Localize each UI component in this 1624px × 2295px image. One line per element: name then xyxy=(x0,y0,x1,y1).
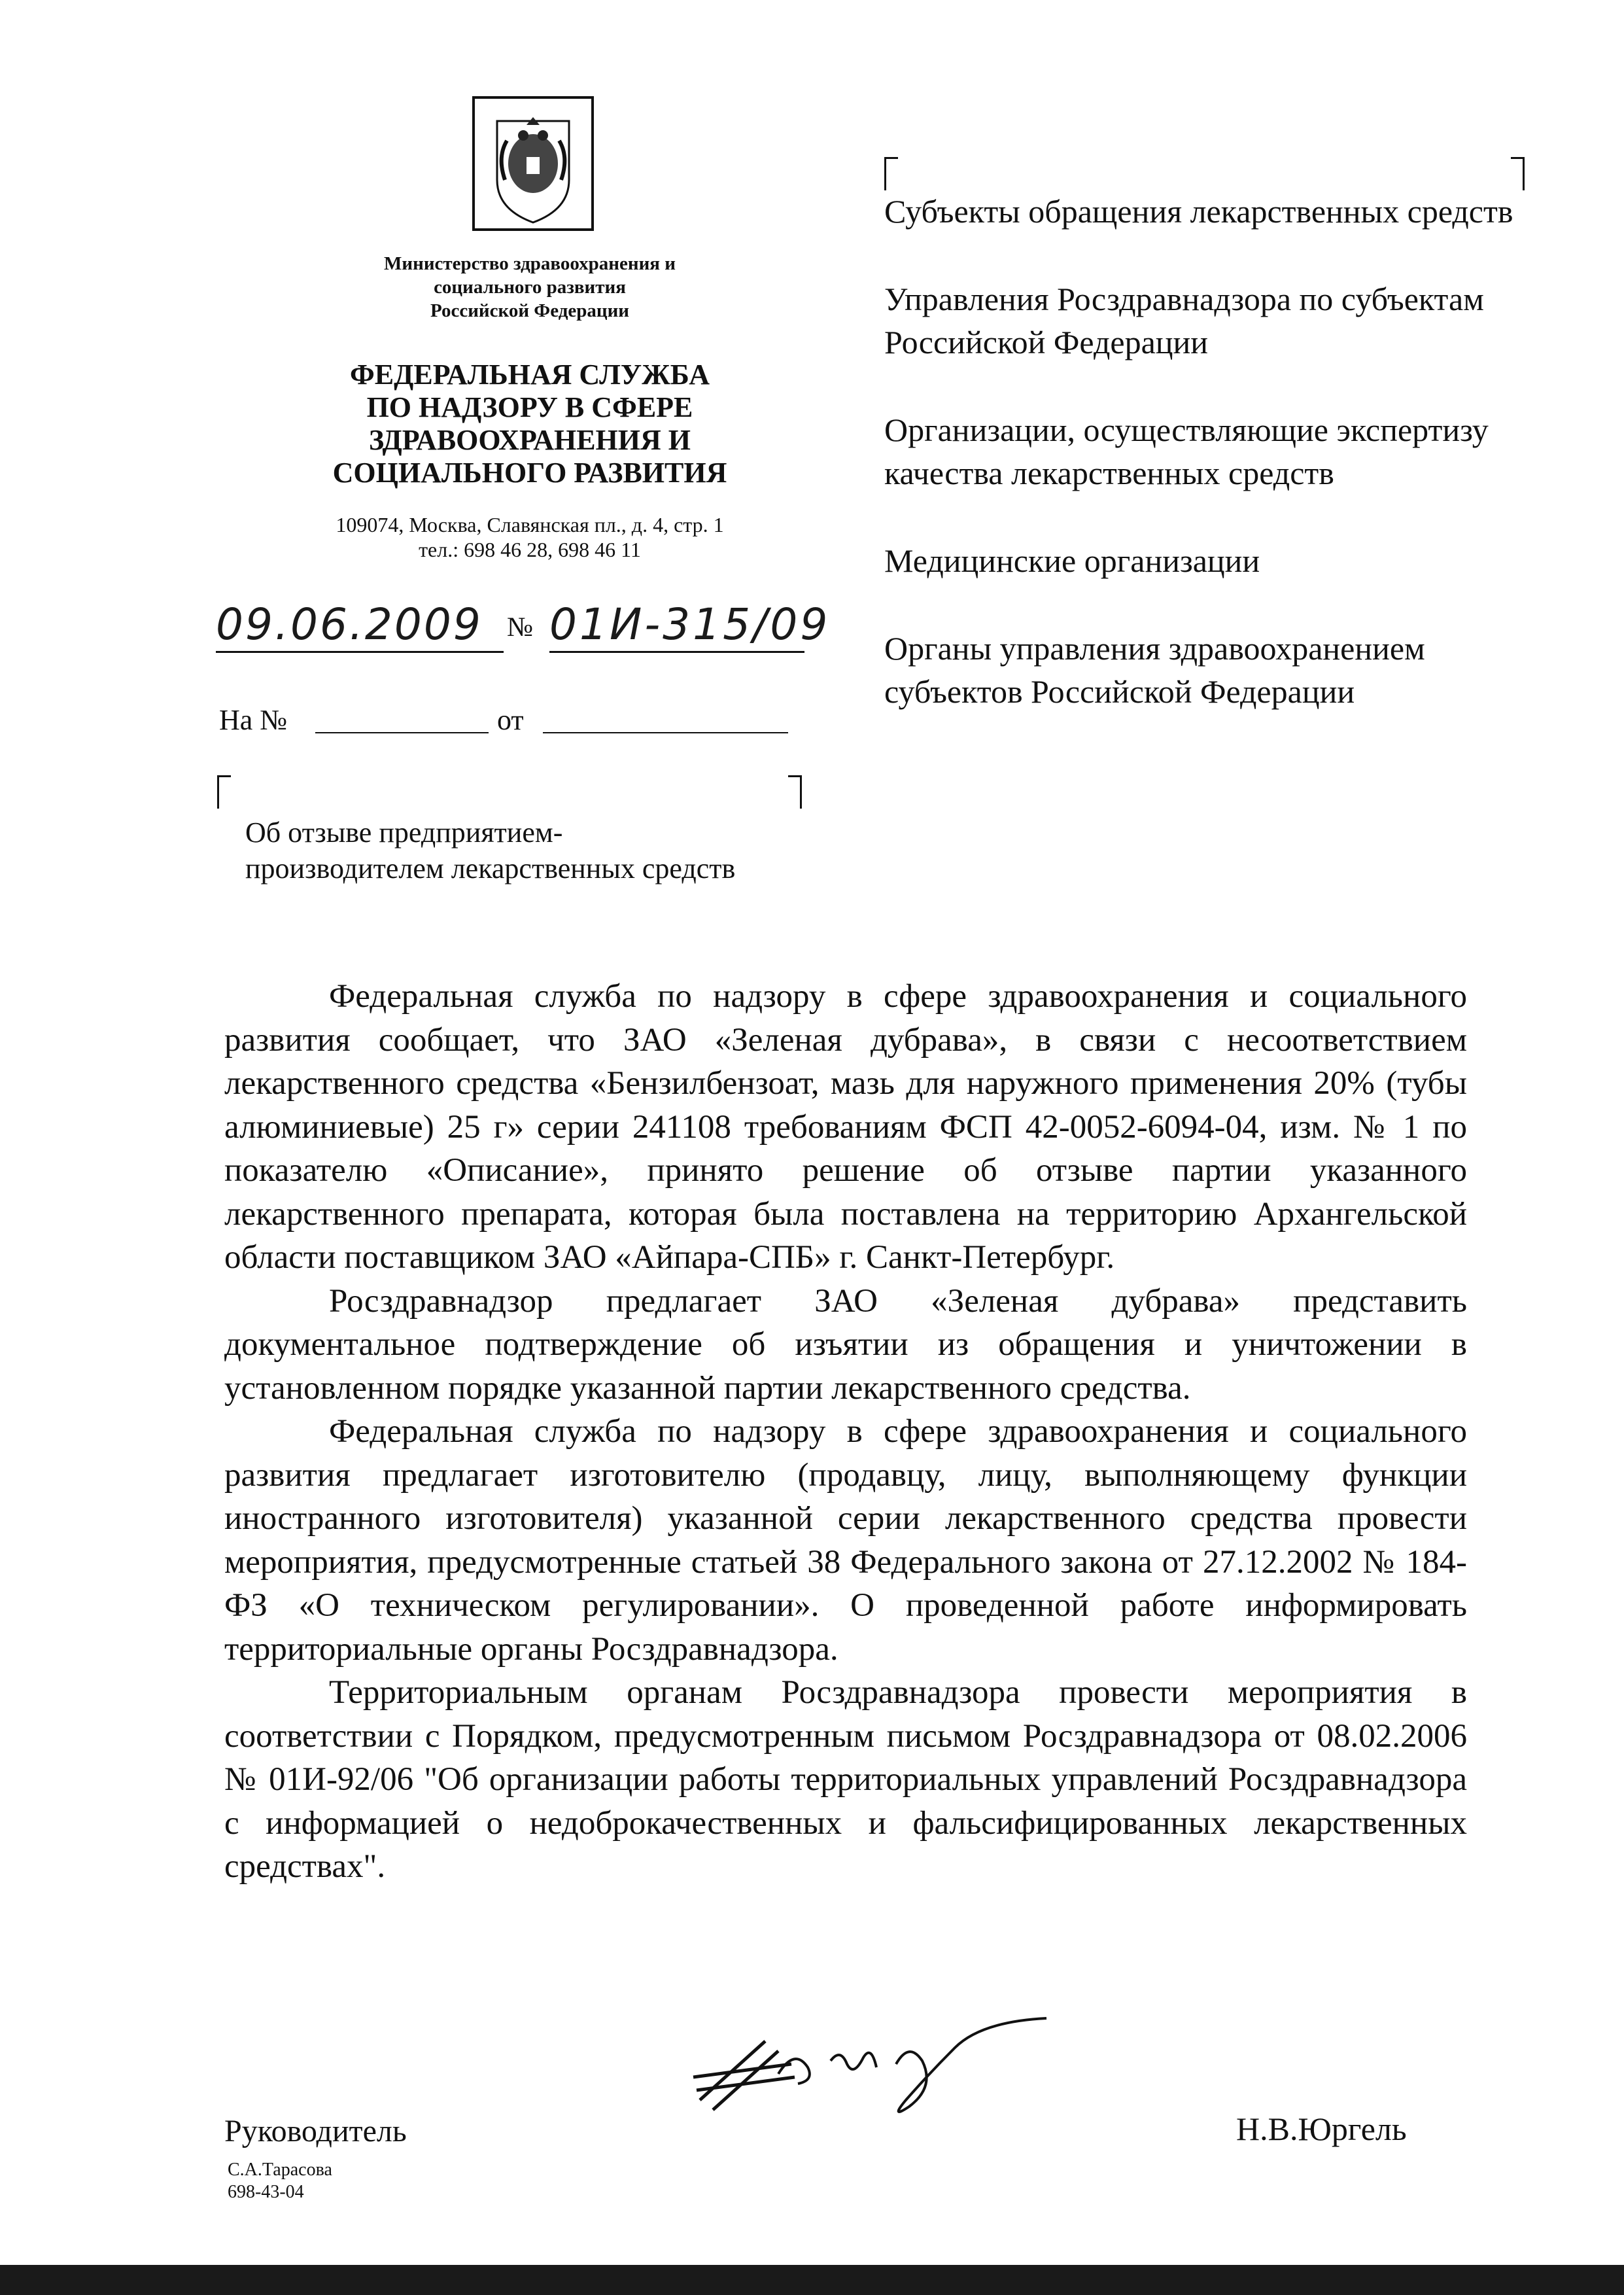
service-name xyxy=(235,359,824,489)
recipient-item: Медицинские организации xyxy=(884,542,1260,579)
recipient-item: Управления Росздравнадзора по субъектам Российской Федерации xyxy=(884,281,1484,360)
body-paragraph: Территориальным органам Росздравнадзора провести мероприятия в соответствии с Порядком, предусмотренным письмом Росздравнадзора от 08.02.2006 № 01И-92/06 "Об организации работы территориальных управлений Росздравнадзора с информацией о недоброкачественных и фальсифицированных лекарственных средствах". xyxy=(224,1674,1467,1885)
ministry-line: Российской Федерации xyxy=(430,300,629,321)
body-paragraph: Федеральная служба по надзору в сфере здравоохранения и социального развития сообщает, что ЗАО «Зеленая дубрава», в связи с несоответствием лекарственного средства «Бензилбензоат, мазь для наружного применения 20% (тубы алюминиевые) 25 г» серии 241108 требованиям ФСП 42-0052-6094-04, изм. № 1 по показателю «Описание», принято решение об отзыве партии указанного лекарственного препарата, которая была поставлена на территорию Архангельской области поставщиком ЗАО «Айпара-СПБ» г. Санкт-Петербург. xyxy=(224,978,1467,1276)
ministry-line: Министерство здравоохранения и xyxy=(384,253,676,274)
recipient-corner-left xyxy=(884,157,898,190)
handwritten-signature xyxy=(680,2002,1060,2126)
registration-number: 01И-315/09 xyxy=(549,599,804,653)
recipient-item: Организации, осуществляющие экспертизу качества лекарственных средств xyxy=(884,412,1489,491)
signatory-name: Н.В.Юргель xyxy=(1236,2111,1407,2147)
registration-number-label: № xyxy=(507,612,534,642)
recipient-item: Субъекты обращения лекарственных средств xyxy=(884,193,1513,230)
address-line: 109074, Москва, Славянская пл., д. 4, стр. 1 xyxy=(336,513,724,536)
registration-line xyxy=(216,599,831,657)
sender-address xyxy=(235,512,824,562)
signatory-title: Руководитель xyxy=(224,2114,407,2148)
executor-info xyxy=(228,2159,332,2203)
scan-edge-strip xyxy=(0,2265,1624,2295)
reference-date-label: от xyxy=(497,704,524,736)
body-paragraph: Федеральная служба по надзору в сфере здравоохранения и социального развития предлагает изготовителю (продавцу, лицу, выполняющему функции иностранного изготовителя) указанной серии лекарственного средства провести мероприятия, предусмотренные статьей 38 Федерального закона от 27.12.2002 № 184-ФЗ «О техническом регулировании». О проведенной работе информировать территориальные органы Росздравнадзора. xyxy=(224,1413,1467,1668)
ministry-name xyxy=(301,252,759,323)
letter-body xyxy=(224,975,1467,1889)
service-line: ЗДРАВООХРАНЕНИЯ И xyxy=(368,424,691,456)
reference-number-label: На № xyxy=(219,704,288,736)
registration-date: 09.06.2009 xyxy=(216,599,504,653)
service-line: ФЕДЕРАЛЬНАЯ СЛУЖБА xyxy=(350,359,710,391)
recipients-list xyxy=(884,190,1538,758)
ministry-line: социального развития xyxy=(434,277,626,298)
letter-subject xyxy=(245,815,834,886)
body-paragraph: Росздравнадзор предлагает ЗАО «Зеленая дубрава» представить документальное подтверждение об изъятии из обращения и уничтожении в установленном порядке указанной партии лекарственного средства. xyxy=(224,1282,1467,1407)
subject-corner-left xyxy=(217,775,231,809)
reference-line xyxy=(219,703,795,743)
service-line: СОЦИАЛЬНОГО РАЗВИТИЯ xyxy=(332,457,727,489)
reference-date-blank xyxy=(543,732,788,733)
subject-line: Об отзыве предприятием- xyxy=(245,816,563,849)
subject-line: производителем лекарственных средств xyxy=(245,852,736,885)
recipient-item: Органы управления здравоохранением субъектов Российской Федерации xyxy=(884,630,1425,710)
service-line: ПО НАДЗОРУ В СФЕРЕ xyxy=(366,391,693,423)
phone-line: тел.: 698 46 28, 698 46 11 xyxy=(419,538,641,561)
executor-name: С.А.Тарасова xyxy=(228,2160,332,2180)
subject-corner-right xyxy=(788,775,802,809)
coat-of-arms-emblem xyxy=(471,95,595,232)
recipient-corner-right xyxy=(1511,157,1525,190)
reference-number-blank xyxy=(315,732,489,733)
executor-phone: 698-43-04 xyxy=(228,2182,304,2202)
